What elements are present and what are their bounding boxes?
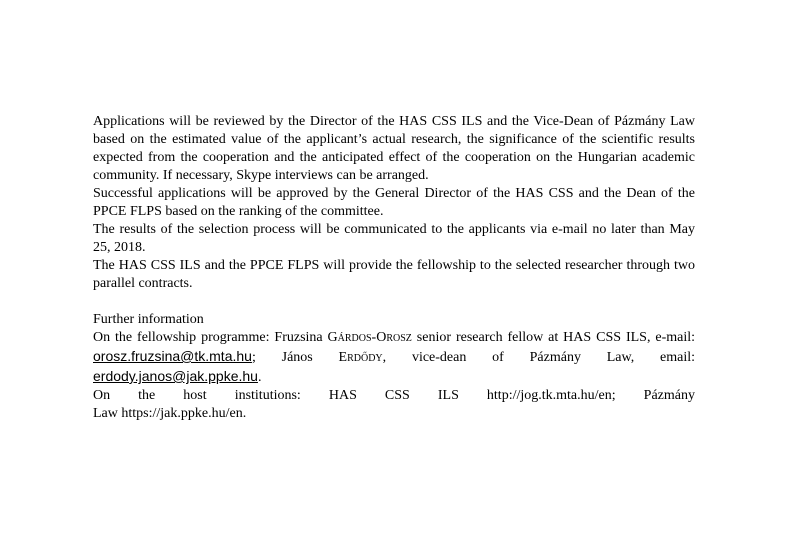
contact1-role: senior research fellow at HAS CSS ILS, e-mail: (411, 330, 696, 345)
paragraph-spacer (93, 293, 695, 311)
host-institutions-line-2: Law https://jak.ppke.hu/en. (93, 406, 247, 421)
programme-prefix: On the fellowship programme: Fruzsina (93, 330, 328, 345)
approval-paragraph: Successful applications will be approved by the General Director of the HAS CSS and the Dean of the PPCE FLPS based on the ranking of the committee. (93, 186, 695, 219)
contact2-surname: Erdődy (338, 350, 383, 365)
fellowship-paragraph: The HAS CSS ILS and the PPCE FLPS will provide the fellowship to the selected researcher through two parallel contracts. (93, 258, 695, 291)
contact2-email-link[interactable]: erdody.janos@jak.ppke.hu (93, 368, 258, 384)
review-paragraph: Applications will be reviewed by the Director of the HAS CSS ILS and the Vice-Dean of Pázmány Law based on the estimated value of the applicant’s actual research, the significance of the scientific results expected from the cooperation and the anticipated effect of the cooperation on the Hungarian academic community. If necessary, Skype interviews can be arranged. (93, 114, 695, 183)
results-paragraph: The results of the selection process will be communicated to the applicants via e-mail no later than May 25, 2018. (93, 222, 695, 255)
contact1-email-link[interactable]: orosz.fruzsina@tk.mta.hu (93, 348, 252, 364)
contact-end-period: . (257, 370, 262, 385)
document-body (93, 113, 695, 423)
contact1-surname: Gárdos-Orosz (327, 330, 412, 345)
further-information-heading: Further information (93, 312, 204, 327)
programme-contact-paragraph (93, 329, 695, 387)
contact-separator: ; János (251, 350, 339, 365)
contact2-role: , vice-dean of Pázmány Law, email: (382, 350, 696, 365)
host-institutions-line: On the host institutions: HAS CSS ILS http://jog.tk.mta.hu/en; Pázmány (93, 388, 695, 403)
